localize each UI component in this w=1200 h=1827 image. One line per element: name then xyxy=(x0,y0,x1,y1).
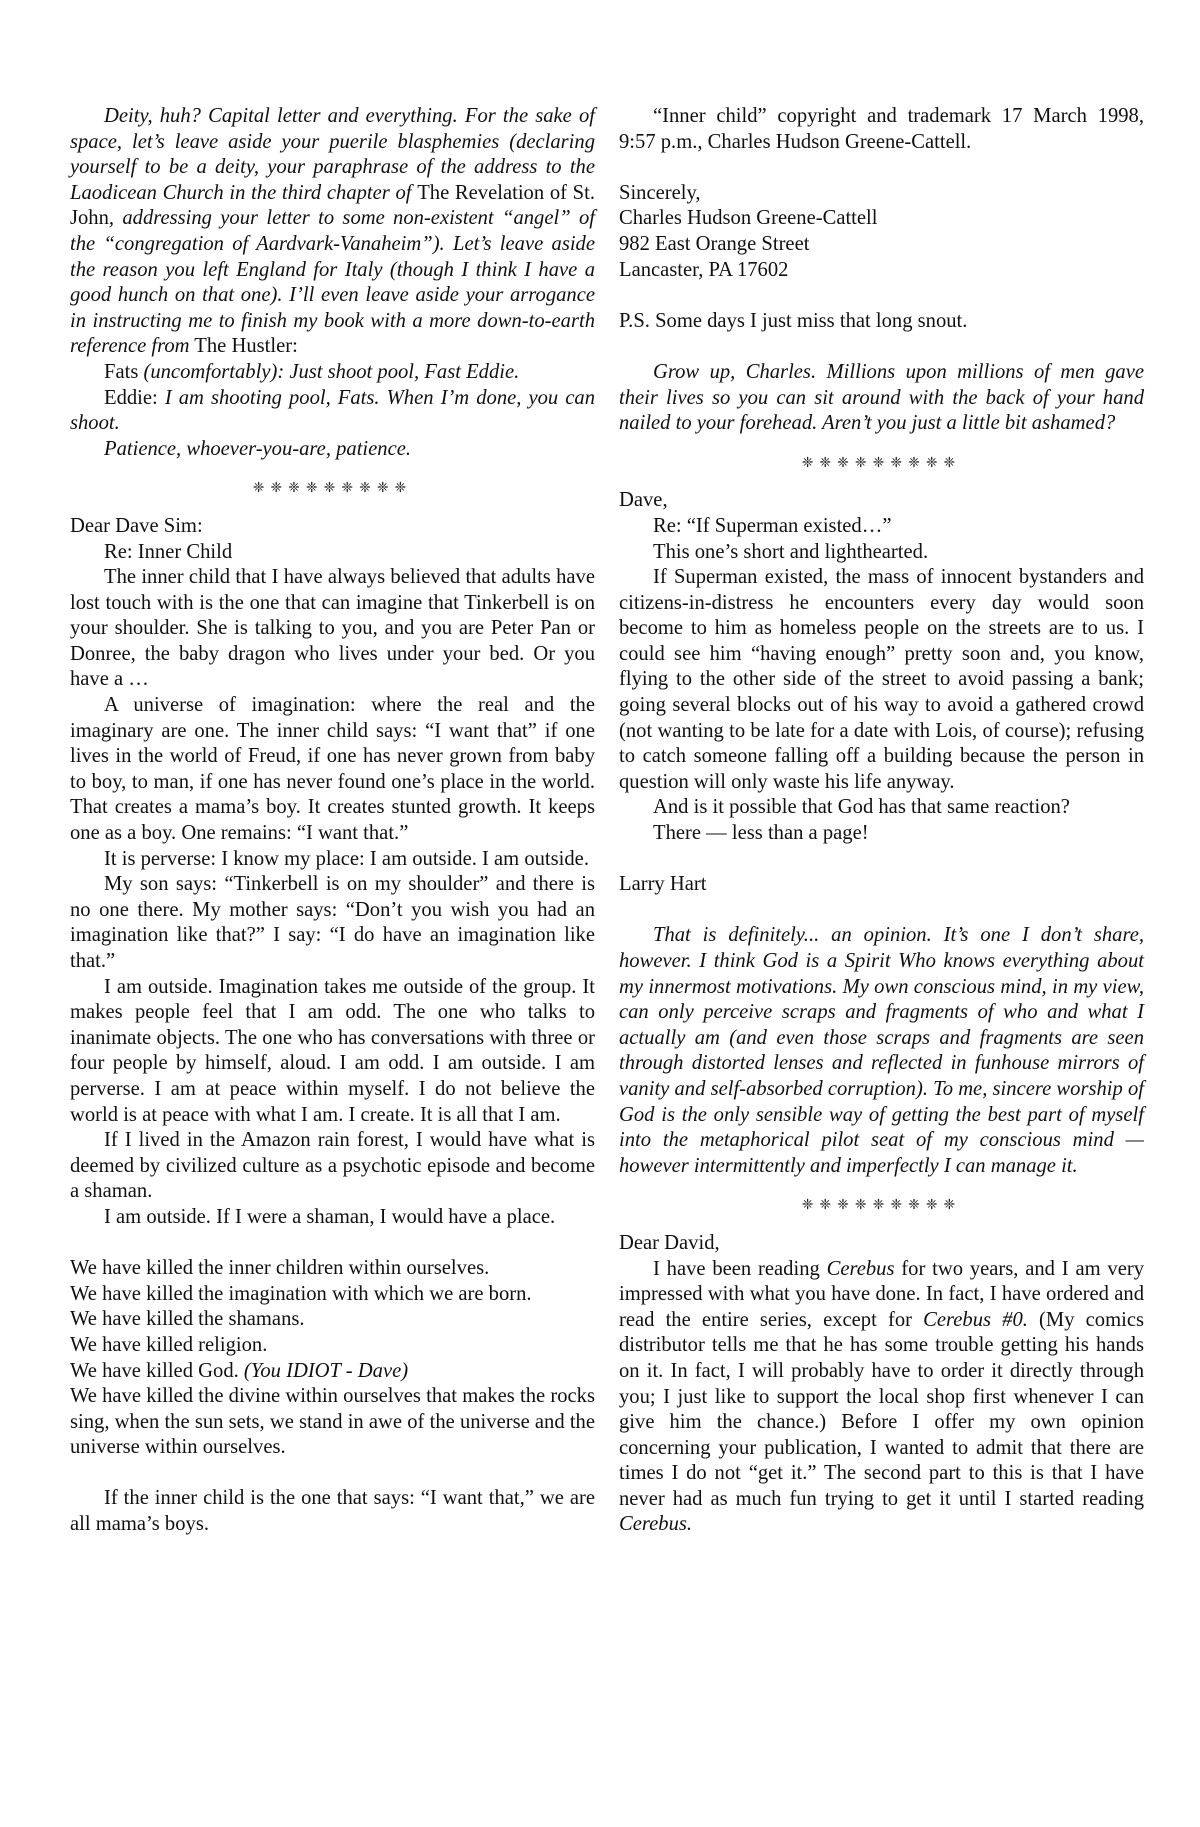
spacer xyxy=(619,898,1144,924)
signature-name: Larry Hart xyxy=(619,873,707,896)
signature-name: Charles Hudson Greene-Cattell xyxy=(619,207,878,230)
killed-god-line: We have killed God. (You IDIOT - Dave) xyxy=(70,1359,409,1382)
letter-paragraph: The inner child that I have always believed that adults have lost touch with is the one that can imagine that Tinkerbell is on your shoulder. She is talking to you, and you are Peter Pan or Donree, the baby dragon who lives under your bed. Or you have a … xyxy=(70,566,595,691)
editor-reply-deity: Deity, huh? Capital letter and everything. For the sake of space, let’s leave aside your puerile blasphemies (declaring yourself to be a deity, your paraphrase of the address to the Laodicean Church in the third chapter of The Revelation of St. John, addressing your letter to some non-existent “angel” of the “congregation of Aardvark-Vanaheim”). Let’s leave aside the reason you left England for Italy (though I think I have a good hunch on that one). I’ll even leave aside your arrogance in instructing me to finish my book with a more down-to-earth reference from The Hustler: xyxy=(70,105,596,358)
letter-paragraph: I have been reading Cerebus for two years, and I am very impressed with what you have done. In fact, I have ordered and read the entire series, except for Cerebus #0. (My comics distributor tells me that he has some trouble getting his hands on it. In fact, I will probably have to order it directly through you; I just like to support the local shop first whenever I can give him the chance.) Before I offer my own opinion concerning your publication, I wanted to admit that there are times I do not “get it.” The second part to this is that I have never had as much fun trying to get it until I started reading Cerebus. xyxy=(619,1257,1145,1536)
letter-paragraph: And is it possible that God has that same reaction? xyxy=(653,796,1070,819)
salutation: Dear David, xyxy=(619,1231,720,1254)
section-divider: ❈❈❈❈❈❈❈❈❈ xyxy=(252,481,413,497)
subject-line: Re: “If Superman existed…” xyxy=(653,514,892,537)
address-street: 982 East Orange Street xyxy=(619,232,810,255)
quote-fats: Fats (uncomfortably): Just shoot pool, Fast Eddie. xyxy=(104,360,520,383)
patience-line: Patience, whoever-you-are, patience. xyxy=(104,437,412,460)
left-column xyxy=(70,104,595,1538)
letter-paragraph: If I lived in the Amazon rain forest, I would have what is deemed by civilized culture as a psychotic episode and become a shaman. xyxy=(70,1129,595,1203)
letter-paragraph: I am outside. Imagination takes me outside of the group. It makes people feel that I am odd. The one who talks to inanimate objects. The one who has conversations with three or four people by himself, aloud. I am odd. I am outside. I am perverse. I am at peace within myself. I do not believe the world is at peace with what I am. I create. It is all that I am. xyxy=(70,975,595,1126)
spacer xyxy=(619,334,1144,360)
signoff: Sincerely, xyxy=(619,181,701,204)
letter-paragraph: This one’s short and lighthearted. xyxy=(653,540,929,563)
spacer xyxy=(619,155,1144,181)
salutation: Dave, xyxy=(619,489,668,512)
copyright-note: “Inner child” copyright and trademark 17 March 1998, 9:57 p.m., Charles Hudson Greene-Cattell. xyxy=(619,105,1144,153)
closing-paragraph: If the inner child is the one that says: “I want that,” we are all mama’s boys. xyxy=(70,1487,595,1536)
editor-interjection: (You IDIOT - Dave) xyxy=(243,1359,409,1382)
killed-line: We have killed religion. xyxy=(70,1333,268,1356)
section-divider: ❈❈❈❈❈❈❈❈❈ xyxy=(801,1198,962,1214)
spacer xyxy=(619,283,1144,309)
killed-line: We have killed the imagination with which we are born. xyxy=(70,1282,532,1305)
spacer xyxy=(619,847,1144,873)
letter-paragraph: I am outside. If I were a shaman, I would have a place. xyxy=(104,1205,556,1228)
quote-eddie: Eddie: I am shooting pool, Fats. When I’m done, you can shoot. xyxy=(70,386,596,435)
killed-line: We have killed the shamans. xyxy=(70,1308,305,1331)
killed-divine-paragraph: We have killed the divine within ourselves that makes the rocks sing, when the sun sets, we stand in awe of the universe and the universe within ourselves. xyxy=(70,1385,595,1459)
killed-line: We have killed the inner children within ourselves. xyxy=(70,1257,490,1280)
letter-paragraph: It is perverse: I know my place: I am outside. I am outside. xyxy=(104,847,589,870)
right-column xyxy=(619,104,1144,1538)
spacer xyxy=(70,1231,595,1257)
letter-paragraph: If Superman existed, the mass of innocent bystanders and citizens-in-distress he encounters every day would soon become to him as homeless people on the streets are to us. I could see him “having enough” pretty soon and, you know, flying to the other side of the street to avoid passing a bank; going several blocks out of his way to avoid a gathered crowd (not wanting to be late for a date with Lois, of course); refusing to catch someone falling off a building because the person in question will only waste his life anyway. xyxy=(619,566,1144,793)
editor-reply-grow-up: Grow up, Charles. Millions upon millions of men gave their lives so you can sit around with the back of your hand nailed to your forehead. Aren’t you just a little bit ashamed? xyxy=(619,360,1144,435)
letter-paragraph: My son says: “Tinkerbell is on my shoulder” and there is no one there. My mother says: “Don’t you wish you had an imagination like that?” I say: “I do have an imagination like that.” xyxy=(70,873,595,972)
letter-paragraph: There — less than a page! xyxy=(653,822,869,845)
spacer xyxy=(70,1461,595,1487)
section-divider: ❈❈❈❈❈❈❈❈❈ xyxy=(801,455,962,471)
editor-reply-opinion: That is definitely... an opinion. It’s one I don’t share, however. I think God is a Spirit Who knows everything about my innermost motivations. My own conscious mind, in my view, can only perceive scraps and fragments of who and what I actually am (and even those scraps and fragments are seen through distorted lenses and reflected in funhouse mirrors of vanity and self-absorbed corruption). To me, sincere worship of God is the only sensible way of getting the best part of myself into the metaphorical pilot seat of my conscious mind — however intermittently and imperfectly I can manage it. xyxy=(619,924,1144,1177)
letter-paragraph: A universe of imagination: where the real and the imaginary are one. The inner child says: “I want that” if one lives in the world of Freud, if one has never grown from baby to boy, to man, if one has never found one’s place in the world. That creates a mama’s boy. It creates stunted growth. It keeps one as a boy. One remains: “I want that.” xyxy=(70,694,595,845)
postscript: P.S. Some days I just miss that long snout. xyxy=(619,309,968,332)
subject-line: Re: Inner Child xyxy=(104,540,233,563)
address-city: Lancaster, PA 17602 xyxy=(619,258,789,281)
salutation: Dear Dave Sim: xyxy=(70,514,203,537)
